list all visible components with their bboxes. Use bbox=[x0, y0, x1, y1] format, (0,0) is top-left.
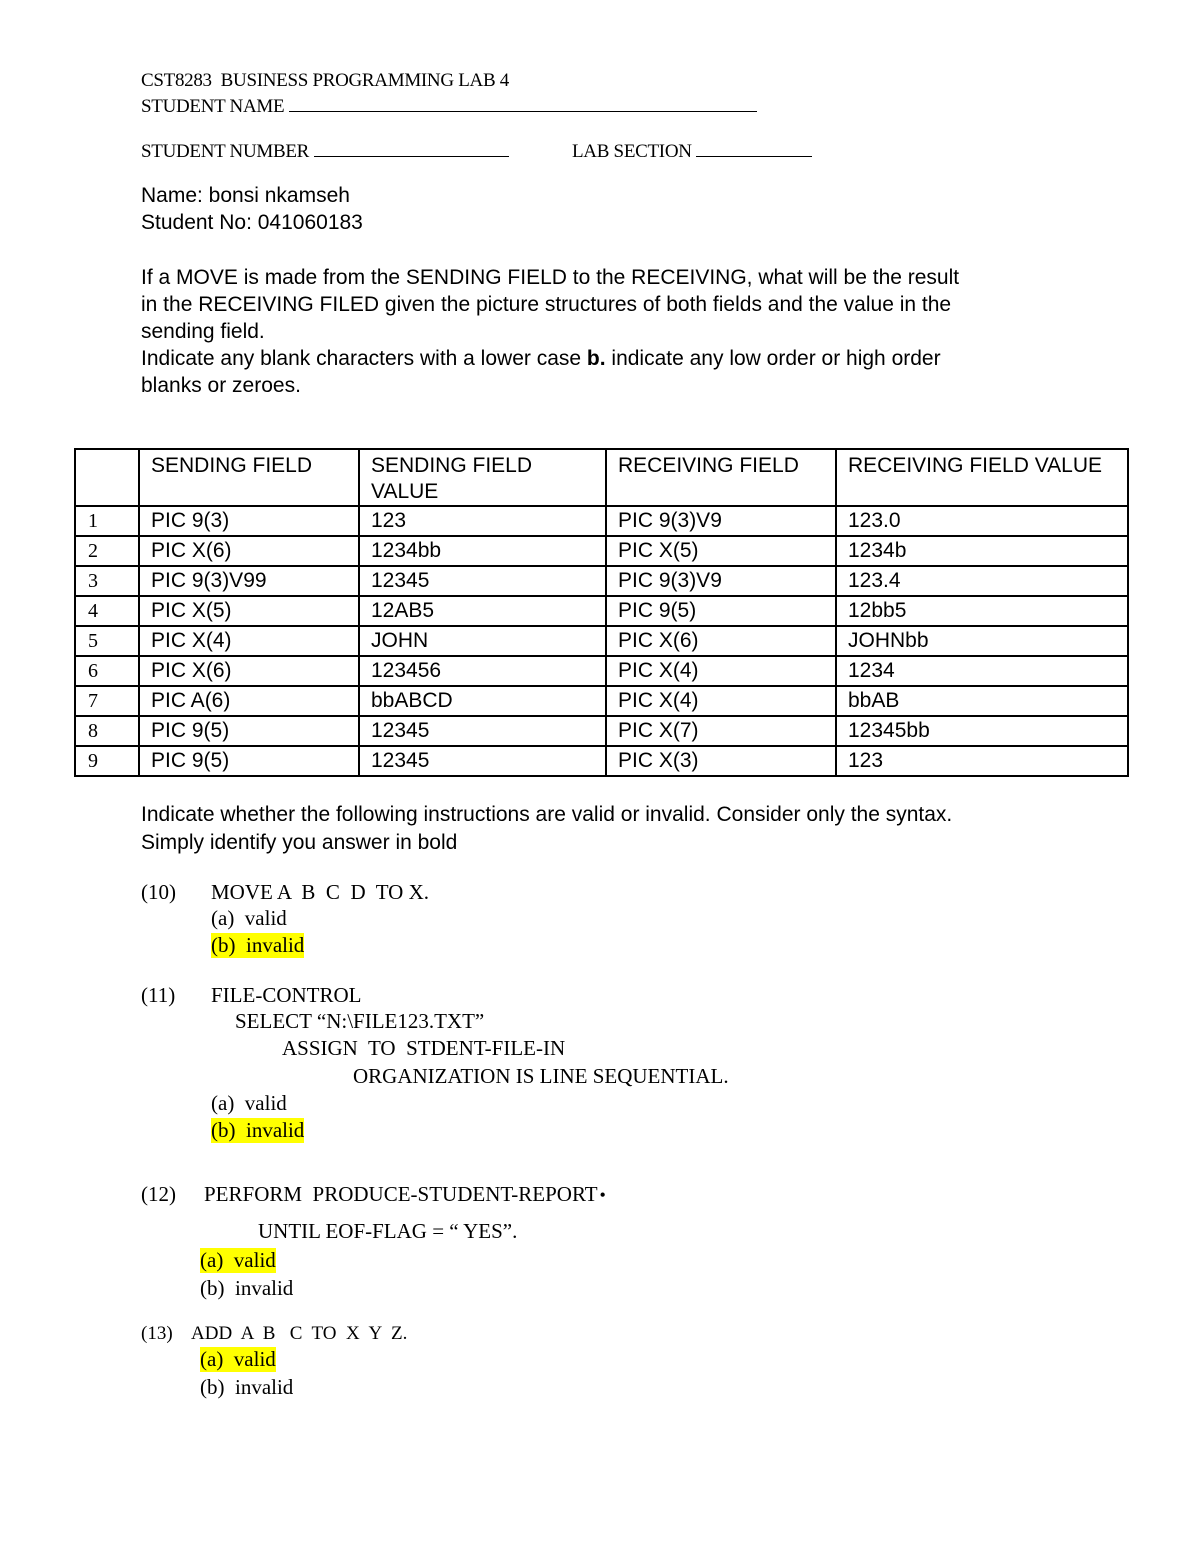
q11-line-3: ASSIGN TO STDENT-FILE-IN bbox=[282, 1036, 566, 1060]
cell-receiving-value: 123.0 bbox=[836, 506, 1128, 536]
cell-num: 4 bbox=[75, 596, 139, 626]
cell-receiving-field: PIC 9(5) bbox=[606, 596, 836, 626]
student-name-blank bbox=[289, 93, 757, 112]
table-row bbox=[75, 536, 1128, 566]
cell-sending-value: 123456 bbox=[359, 656, 606, 686]
cell-sending-value: 12AB5 bbox=[359, 596, 606, 626]
course-title: CST8283 BUSINESS PROGRAMMING LAB 4 bbox=[141, 70, 509, 91]
cell-sending-field: PIC 9(3)V99 bbox=[139, 566, 359, 596]
q11-number: (11) bbox=[141, 983, 176, 1007]
cell-receiving-field: PIC 9(3)V9 bbox=[606, 566, 836, 596]
instruction-bold-b: b. bbox=[586, 347, 606, 370]
cell-sending-field: PIC 9(3) bbox=[139, 506, 359, 536]
q10-statement: MOVE A B C D TO X. bbox=[211, 880, 430, 904]
student-name-label: STUDENT NAME bbox=[141, 96, 285, 117]
cell-receiving-field: PIC X(3) bbox=[606, 746, 836, 776]
cell-sending-field: PIC X(6) bbox=[139, 536, 359, 566]
cell-sending-value: 12345 bbox=[359, 716, 606, 746]
q12-option-a-selected: (a) valid bbox=[200, 1248, 276, 1272]
cell-sending-field: PIC X(6) bbox=[139, 656, 359, 686]
q13-option-a-selected: (a) valid bbox=[200, 1347, 276, 1371]
cell-receiving-value: 12345bb bbox=[836, 716, 1128, 746]
instruction-line-4-pre: Indicate any blank characters with a lower case bbox=[141, 347, 587, 370]
cell-num: 8 bbox=[75, 716, 139, 746]
cell-receiving-value: 123 bbox=[836, 746, 1128, 776]
q13-option-b: (b) invalid bbox=[200, 1375, 294, 1399]
header-cell-sending-value: SENDING FIELD VALUE bbox=[359, 449, 606, 506]
q10-option-a: (a) valid bbox=[211, 906, 287, 930]
cell-receiving-field: PIC X(6) bbox=[606, 626, 836, 656]
student-number-row bbox=[141, 138, 509, 163]
cell-num: 5 bbox=[75, 626, 139, 656]
table-row bbox=[75, 596, 1128, 626]
cell-receiving-value: JOHNbb bbox=[836, 626, 1128, 656]
q12-number: (12) bbox=[141, 1182, 176, 1206]
cell-receiving-field: PIC X(4) bbox=[606, 656, 836, 686]
cell-receiving-value: 1234b bbox=[836, 536, 1128, 566]
cell-receiving-value: bbAB bbox=[836, 686, 1128, 716]
q10-number: (10) bbox=[141, 880, 176, 904]
q12-bullet-dot: • bbox=[599, 1185, 606, 1205]
instruction-line-4 bbox=[141, 345, 941, 372]
cell-receiving-value: 1234 bbox=[836, 656, 1128, 686]
instruction-line-2: in the RECEIVING FILED given the picture structures of both fields and the value in the bbox=[141, 293, 952, 316]
header-cell-receiving-value: RECEIVING FIELD VALUE bbox=[836, 449, 1128, 506]
q12-option-b: (b) invalid bbox=[200, 1276, 294, 1300]
cell-num: 1 bbox=[75, 506, 139, 536]
cell-sending-value: 123 bbox=[359, 506, 606, 536]
instruction-line-4-post: indicate any low order or high order bbox=[605, 347, 941, 370]
cell-receiving-field: PIC X(4) bbox=[606, 686, 836, 716]
cell-sending-value: 1234bb bbox=[359, 536, 606, 566]
student-number-blank bbox=[314, 138, 509, 157]
cell-num: 3 bbox=[75, 566, 139, 596]
cell-sending-field: PIC X(5) bbox=[139, 596, 359, 626]
table-row bbox=[75, 656, 1128, 686]
header-cell-receiving-field: RECEIVING FIELD bbox=[606, 449, 836, 506]
cell-receiving-value: 12bb5 bbox=[836, 596, 1128, 626]
lab-section-blank bbox=[696, 138, 812, 157]
cell-receiving-field: PIC 9(3)V9 bbox=[606, 506, 836, 536]
q11-line-1: FILE-CONTROL bbox=[211, 983, 362, 1007]
cell-sending-value: JOHN bbox=[359, 626, 606, 656]
cell-num: 2 bbox=[75, 536, 139, 566]
cell-num: 6 bbox=[75, 656, 139, 686]
cell-sending-field: PIC X(4) bbox=[139, 626, 359, 656]
instruction-line-3: sending field. bbox=[141, 320, 265, 343]
student-number-label: STUDENT NUMBER bbox=[141, 141, 310, 162]
instruction-line-1: If a MOVE is made from the SENDING FIELD to the RECEIVING, what will be the result bbox=[141, 266, 960, 289]
student-name-row bbox=[141, 93, 757, 118]
q13-statement: ADD A B C TO X Y Z. bbox=[191, 1323, 408, 1344]
table-row bbox=[75, 746, 1128, 776]
move-results-table bbox=[74, 448, 1129, 777]
cell-sending-value: 12345 bbox=[359, 566, 606, 596]
table-row bbox=[75, 506, 1128, 536]
table-row bbox=[75, 566, 1128, 596]
cell-receiving-value: 123.4 bbox=[836, 566, 1128, 596]
table-row bbox=[75, 686, 1128, 716]
q12-line-1-text: PERFORM PRODUCE-STUDENT-REPORT bbox=[204, 1182, 598, 1206]
cell-receiving-field: PIC X(7) bbox=[606, 716, 836, 746]
validity-intro-2: Simply identify you answer in bold bbox=[141, 831, 458, 854]
cell-num: 7 bbox=[75, 686, 139, 716]
table-header-row bbox=[75, 449, 1128, 506]
cell-num: 9 bbox=[75, 746, 139, 776]
q11-option-a: (a) valid bbox=[211, 1091, 287, 1115]
q12-line-2: UNTIL EOF-FLAG = “ YES”. bbox=[258, 1219, 518, 1243]
q11-option-b-selected: (b) invalid bbox=[211, 1118, 305, 1142]
q11-line-4: ORGANIZATION IS LINE SEQUENTIAL. bbox=[353, 1064, 729, 1088]
student-name-line: Name: bonsi nkamseh bbox=[141, 184, 350, 207]
q12-line-1 bbox=[204, 1182, 606, 1207]
q13-number: (13) bbox=[141, 1323, 173, 1344]
cell-receiving-field: PIC X(5) bbox=[606, 536, 836, 566]
instruction-line-5: blanks or zeroes. bbox=[141, 374, 301, 397]
student-number-line: Student No: 041060183 bbox=[141, 211, 363, 234]
validity-intro-1: Indicate whether the following instructions are valid or invalid. Consider only the syntax. bbox=[141, 803, 953, 826]
lab-section-row bbox=[572, 138, 812, 163]
lab-section-label: LAB SECTION bbox=[572, 141, 692, 162]
table-row bbox=[75, 626, 1128, 656]
cell-sending-value: 12345 bbox=[359, 746, 606, 776]
cell-sending-field: PIC A(6) bbox=[139, 686, 359, 716]
q10-option-b-selected: (b) invalid bbox=[211, 933, 305, 957]
q11-line-2: SELECT “N:\FILE123.TXT” bbox=[235, 1009, 485, 1033]
cell-sending-value: bbABCD bbox=[359, 686, 606, 716]
cell-sending-field: PIC 9(5) bbox=[139, 716, 359, 746]
table-row bbox=[75, 716, 1128, 746]
cell-sending-field: PIC 9(5) bbox=[139, 746, 359, 776]
header-cell-sending-field: SENDING FIELD bbox=[139, 449, 359, 506]
header-cell-num bbox=[75, 449, 139, 506]
